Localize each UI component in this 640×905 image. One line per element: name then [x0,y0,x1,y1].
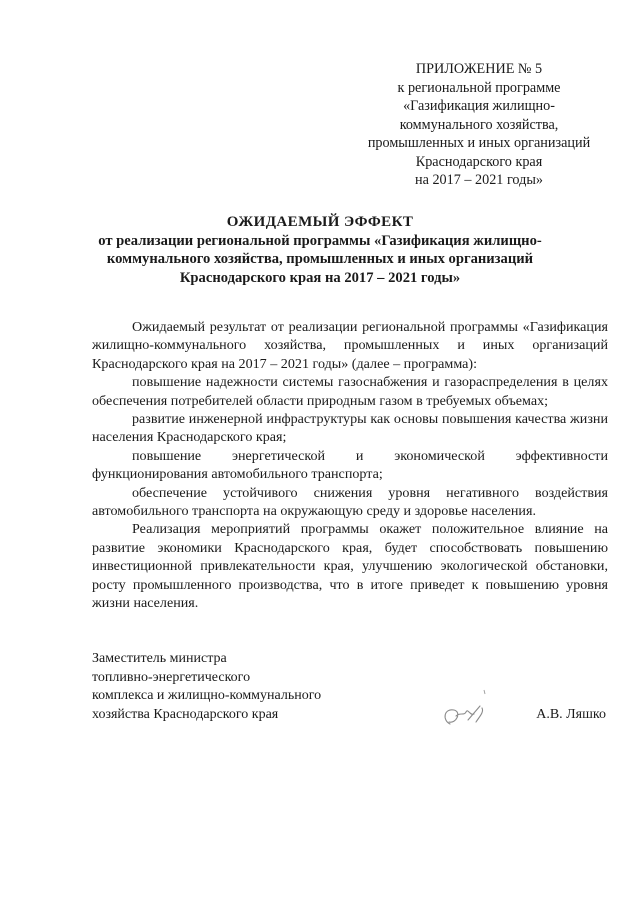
appendix-line: «Газификация жилищно- [403,98,555,114]
appendix-line: ПРИЛОЖЕНИЕ № 5 [415,61,543,77]
body-paragraph: развитие инженерной инфраструктуры как основы повышения качества жизни населения Краснодарского края; [92,411,608,446]
title-line: коммунального хозяйства, промышленных и иных организаций [106,251,534,268]
appendix-line: Краснодарского края [415,153,543,170]
appendix-line: на 2017 – 2021 годы» [415,172,543,188]
document-title [60,213,580,287]
title-line: Краснодарского края на 2017 – 2021 годы» [179,269,461,286]
appendix-line: к региональной программе [397,79,561,96]
handwritten-signature [436,686,496,736]
body-paragraph: обеспечение устойчивого снижения уровня негативного воздействия автомобильного транспорта на окружающую среду и здоровье населения. [92,484,608,520]
signer-position-line: Заместитель министра [92,651,227,666]
appendix-line: промышленных и иных организаций [367,135,591,151]
appendix-header [352,60,606,190]
document-body [92,318,608,613]
appendix-line: коммунального хозяйства, [399,116,559,133]
body-paragraph: повышение энергетической и экономической эффективности функционирования автомобильного транспорта; [92,447,608,483]
body-paragraph: повышение надежности системы газоснабжения и газораспределения в целях обеспечения потребителей области природным газом в требуемых объемах; [92,374,608,409]
body-paragraph: Реализация мероприятий программы окажет положительное влияние на развитие экономики Краснодарского края, будет способствовать повышению инвестиционной привлекательности края, улучшению экологической обстановки, росту промышленного производства, что в итоге приведет к повышению уровня жизни населения. [92,521,608,612]
title-main: ОЖИДАЕМЫЙ ЭФФЕКТ [226,214,414,230]
signer-position-line: комплекса и жилищно-коммунального [92,688,322,703]
title-line: от реализации региональной программы «Газификация жилищно- [98,232,542,249]
signature-block [92,650,321,724]
signer-position-line: хозяйства Краснодарского края [92,706,279,722]
signer-position-line: топливно-энергетического [92,669,251,685]
signer-name: А.В. Ляшко [536,707,606,722]
body-paragraph: Ожидаемый результат от реализации региональной программы «Газификация жилищно-коммунального хозяйства, промышленных и иных организаций Краснодарского края на 2017 – 2021 годы» (далее – программа): [92,319,608,372]
